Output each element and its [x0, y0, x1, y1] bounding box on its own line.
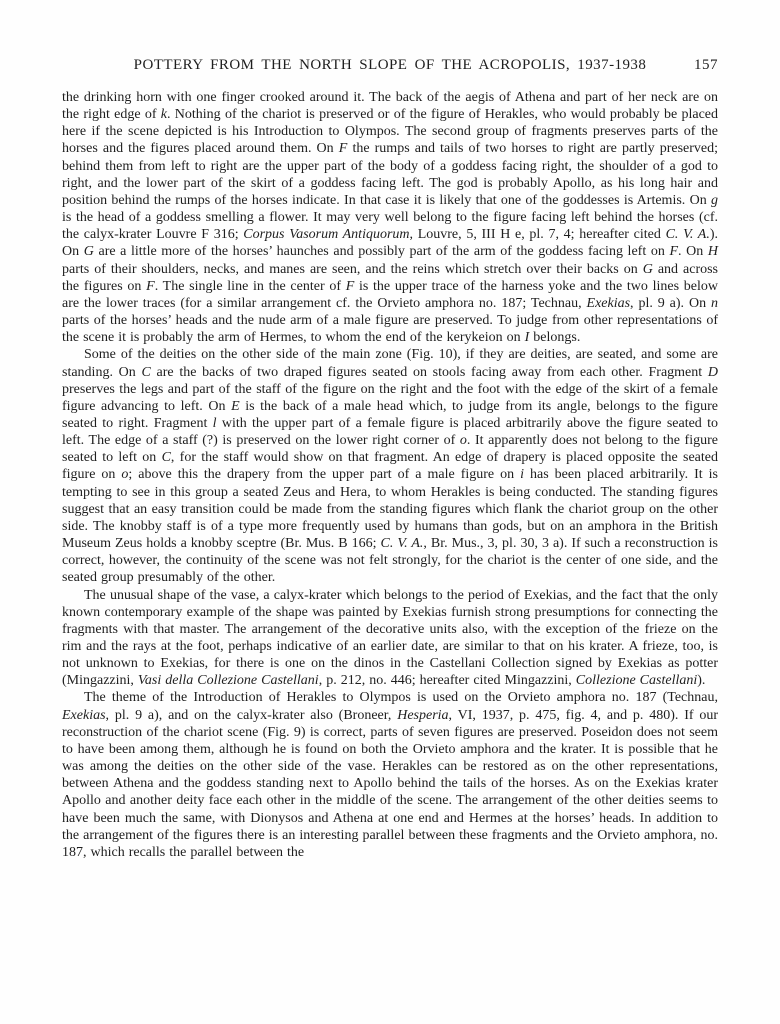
italic-text-segment: F [146, 278, 155, 294]
header-title: POTTERY FROM THE NORTH SLOPE OF THE ACROPOLIS, 1937-1938 [133, 57, 647, 73]
text-segment: The unusual shape of the vase, a calyx-krater which belongs to the period of Exekias, and the fact that the only known contemporary example of the shape was painted by Exekias furnish strong presumptions for connecting the fragments with that master. The arrangement of the decorative units also, with the exception of the frieze on the rim and the rays at the foot, perhaps indicative of an earlier date, are similar to that on his krater. A frieze, too, is not unknown to Exekias, for there is one on the dinos in the Castellani Collection signed by Exekias as potter (Mingazzini, [62, 587, 718, 689]
text-segment: with the upper part of a female figure is placed arbitrarily above the figure seated to left. The edge of a staff (?) is preserved on the lower right corner of [62, 415, 718, 449]
italic-text-segment: E [231, 398, 240, 414]
italic-text-segment: g [711, 192, 718, 208]
italic-text-segment: D [707, 364, 718, 380]
italic-text-segment: C [161, 450, 171, 466]
italic-text-segment: Exekias [586, 295, 631, 311]
italic-text-segment: F [345, 278, 355, 294]
text-segment: parts of the horses’ heads and the nude arm of a male figure are preserved. To judge from other representations of the scene it is probably the arm of Hermes, to whom the end of the kerykeion on [62, 313, 718, 346]
italic-text-segment: o [121, 467, 129, 483]
italic-text-segment: C [141, 364, 151, 380]
text-segment: has been placed arbitrarily. It is tempting to see in this group a seated Zeus and Hera, to whom Herakles is being conducted. The standing figures suggest that an easy transition could be made from the standing figures which flank the chariot group on the other side. The knobby staff is of a type more frequently used by humans than gods, but on an amphora in the British Museum Zeus holds a knobby sceptre (Br. Mus. B 166; [62, 467, 718, 552]
italic-text-segment: I [524, 330, 530, 346]
text-segment: the rumps and tails of two horses to right are partly preserved; behind them from left to right are the upper part of the body of a goddess facing right, the shoulder of a god to right, and the lower part of the skirt of a goddess facing left. The god is probably Apollo, as his long hair and position behind the rumps of the horses indicate. In that case it is likely that one of the goddesses is Artemis. On [62, 141, 718, 208]
text-segment: Some of the deities on the other side of the main zone (Fig. 10), if they are deities, are seated, and some are standing. On [62, 347, 718, 380]
text-segment: ; above this the drapery from the upper part of a male figure on [128, 467, 521, 483]
italic-text-segment: Hesperia [397, 707, 449, 723]
italic-text-segment: k [160, 107, 167, 123]
text-segment: , VI, 1937, p. 475, fig. 4, and p. 480). If our reconstruction of the chariot scene (Fig. 9) is correct, parts of seven figures are preserved. Poseidon does not seem to have been among them, although he is found on both the Orvieto amphora and the krater. It is possible that he was among the deities on the other side of the vase. Herakles can be restored as on the other representations, between Athena and the goddess standing next to Apollo behind the tails of the horses. As on the Exekias krater Apollo and another deity face each other in the middle of the scene. The arrangement of the other deities seems to have been much the same, with Dionysos and Athena at one end and Hermes at the horses’ heads. In addition to the arrangement of the figures there is an interesting parallel between these fragments and the Orvieto amphora, no. 187, which recalls the parallel between the [62, 707, 719, 860]
italic-text-segment: C. V. A. [665, 227, 710, 243]
page-number: 157 [694, 57, 718, 73]
text-segment: , Louvre, 5, III H e, pl. 7, 4; hereafter cited [409, 227, 666, 243]
paragraph [62, 89, 718, 346]
italic-text-segment: H [707, 244, 718, 260]
text-segment: , pl. 9 a). On [630, 295, 711, 311]
text-segment: . The single line in the center of [154, 278, 346, 294]
italic-text-segment: C. V. A. [380, 536, 424, 552]
text-segment: , Br. Mus., 3, pl. 30, 3 a). If such a reconstruction is correct, however, the continuity of the scene was not felt strongly, for the chariot is the center of one side, and the seated group presumably of the other. [62, 536, 719, 586]
page-header [62, 57, 718, 74]
italic-text-segment: i [520, 467, 524, 483]
italic-text-segment: G [83, 244, 94, 260]
paragraph [62, 587, 718, 690]
italic-text-segment: n [710, 295, 718, 311]
italic-text-segment: Collezione Castellani [575, 673, 698, 689]
text-segment: , p. 212, no. 446; hereafter cited Mingazzini, [318, 673, 576, 689]
text-segment: . It apparently does not belong to the figure seated to left on [62, 433, 718, 466]
text-segment: ). On [62, 227, 718, 260]
italic-text-segment: l [212, 415, 217, 431]
text-segment: belongs. [529, 330, 581, 346]
text-segment: is the upper trace of the harness yoke and the two lines below are the lower traces (for a similar arrangement cf. the Orvieto amphora no. 187; Technau, [62, 278, 718, 311]
text-segment: parts of their shoulders, necks, and manes are seen, and the reins which stretch over their backs on [62, 261, 643, 277]
text-segment: are the backs of two draped figures seated on stools facing away from each other. Fragment [150, 364, 708, 380]
text-segment: The theme of the Introduction of Herakles to Olympos is used on the Orvieto amphora no. 187 (Technau, [84, 690, 718, 706]
text-segment: is the head of a goddess smelling a flower. It may very well belong to the figure facing left behind the horses (cf. the calyx-krater Louvre F 316; [62, 210, 718, 243]
text-segment: . Nothing of the chariot is preserved or of the figure of Herakles, who would probably be placed here if the scene depicted is his Introduction to Olympos. The second group of fragments preserves parts of the horses and the figures placed around them. On [62, 107, 718, 157]
italic-text-segment: F [338, 141, 348, 157]
paragraph [62, 346, 718, 586]
text-segment: preserves the legs and part of the staff of the figure on the right and the foot with the edge of the skirt of a female figure advancing to left. On [62, 381, 718, 414]
text-segment: . On [678, 244, 708, 260]
italic-text-segment: G [642, 261, 653, 277]
text-segment: is the back of a male head which, to judge from its angle, belongs to the figure seated to right. Fragment [62, 398, 718, 431]
text-segment: are a little more of the horses’ haunches and possibly part of the arm of the goddess facing left on [93, 244, 670, 260]
italic-text-segment: Exekias [62, 707, 106, 723]
text-segment: the drinking horn with one finger crooked around it. The back of the aegis of Athena and part of her neck are on the right edge of [62, 90, 718, 123]
page-body [62, 89, 718, 861]
italic-text-segment: Corpus Vasorum Antiquorum [243, 227, 410, 243]
text-segment: , pl. 9 a), and on the calyx-krater also (Broneer, [105, 707, 398, 723]
text-segment: ). [697, 673, 706, 689]
italic-text-segment: Vasi della Collezione Castellani [137, 673, 319, 689]
paragraph [62, 689, 718, 861]
italic-text-segment: o [459, 433, 467, 449]
italic-text-segment: F [669, 244, 679, 260]
text-segment: , for the staff would show on that fragment. An edge of drapery is placed opposite the seated figure on [62, 450, 718, 483]
text-segment: and across the figures on [62, 261, 718, 294]
